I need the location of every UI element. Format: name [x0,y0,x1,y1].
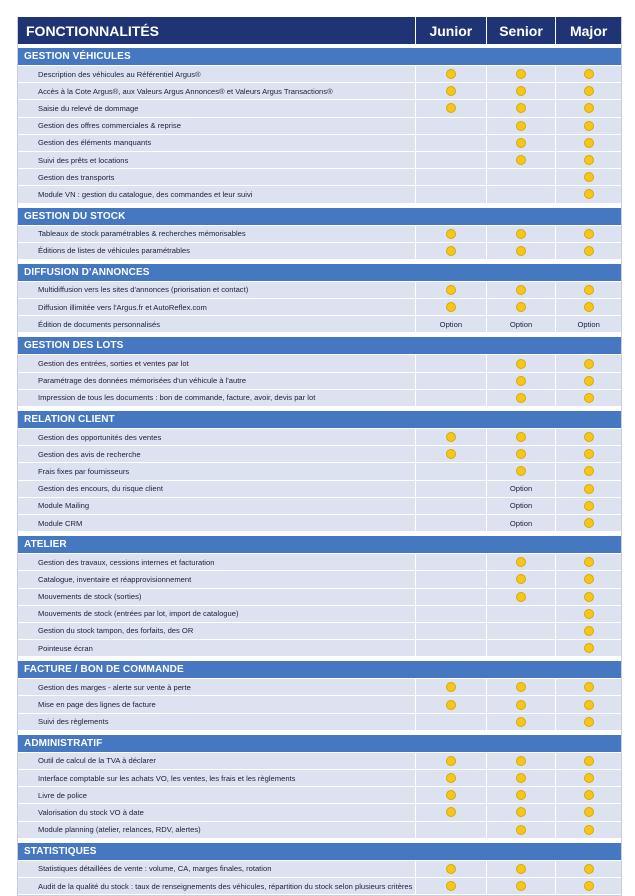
feature-label: Paramétrage des données mémorisées d'un véhicule à l'autre [38,376,247,386]
feature-label: Gestion des opportunités des ventes [38,432,162,442]
included-dot-icon [584,376,594,386]
included-dot-icon [446,756,456,766]
senior-cell [486,679,556,695]
junior-cell [415,135,486,151]
included-dot-icon [446,790,456,800]
major-cell [555,481,621,497]
junior-cell [415,571,486,587]
table-row [18,100,621,117]
major-cell [555,498,621,514]
major-cell [555,100,621,116]
table-row [18,463,621,480]
table-row [18,135,621,152]
section-header: STATISTIQUES [18,843,621,861]
feature-label: Gestion des éléments manquants [38,138,152,148]
senior-cell [486,606,556,622]
major-cell [555,787,621,803]
junior-cell [415,100,486,116]
senior-cell [486,753,556,769]
feature-label: Gestion des encours, du risque client [38,484,163,494]
header-senior: Senior [486,17,556,44]
major-cell [555,589,621,605]
table-row [18,481,621,498]
feature-label: Multidiffusion vers les sites d'annonces (priorisation et contact) [38,285,249,295]
senior-cell [486,714,556,730]
included-dot-icon [584,881,594,891]
junior-cell [415,66,486,82]
included-dot-icon [516,103,526,113]
included-dot-icon [584,86,594,96]
table-row [18,861,621,878]
section-header: ATELIER [18,536,621,554]
senior-cell [486,571,556,587]
major-cell [555,66,621,82]
senior-cell [486,429,556,445]
major-cell [555,623,621,639]
feature-label: Pointeuse écran [38,643,93,653]
junior-cell [415,787,486,803]
included-dot-icon [516,359,526,369]
section-header: DIFFUSION D'ANNONCES [18,264,621,282]
junior-cell [415,589,486,605]
option-label: Option [509,518,533,528]
header-junior: Junior [415,17,486,44]
senior-cell [486,83,556,99]
section-header: GESTION VÉHICULES [18,48,621,66]
junior-cell [415,679,486,695]
junior-cell [415,282,486,298]
section-header: GESTION DU STOCK [18,208,621,226]
included-dot-icon [446,881,456,891]
included-dot-icon [446,700,456,710]
feature-label: Suivi des règlements [38,717,109,727]
junior-cell [415,316,486,332]
junior-cell [415,373,486,389]
included-dot-icon [584,246,594,256]
table-row [18,186,621,203]
included-dot-icon [584,609,594,619]
included-dot-icon [584,449,594,459]
included-dot-icon [584,825,594,835]
major-cell [555,373,621,389]
senior-cell [486,787,556,803]
included-dot-icon [584,682,594,692]
option-label: Option [509,501,533,511]
feature-label: Module CRM [38,518,83,528]
included-dot-icon [584,756,594,766]
included-dot-icon [584,790,594,800]
major-cell [555,152,621,168]
junior-cell [415,355,486,371]
table-row [18,804,621,821]
included-dot-icon [584,864,594,874]
included-dot-icon [516,557,526,567]
junior-cell [415,481,486,497]
feature-label: Statistiques détaillées de vente : volume, CA, marges finales, rotation [38,864,272,874]
feature-label: Suivi des prêts et locations [38,155,129,165]
junior-cell [415,640,486,656]
junior-cell [415,429,486,445]
major-cell [555,316,621,332]
table-row [18,822,621,839]
included-dot-icon [446,69,456,79]
table-row [18,696,621,713]
table-row [18,83,621,100]
included-dot-icon [584,466,594,476]
feature-label: Description des véhicules au Référentiel Argus® [38,69,201,79]
included-dot-icon [584,155,594,165]
major-cell [555,640,621,656]
senior-cell [486,243,556,259]
feature-comparison-table [17,17,622,896]
major-cell [555,243,621,259]
table-row [18,373,621,390]
feature-label: Gestion des entrées, sorties et ventes par lot [38,359,189,369]
table-row [18,66,621,83]
included-dot-icon [516,717,526,727]
junior-cell [415,299,486,315]
major-cell [555,861,621,877]
feature-label: Outil de calcul de la TVA à déclarer [38,756,156,766]
table-row [18,571,621,588]
senior-cell [486,804,556,820]
feature-label: Gestion des transports [38,172,115,182]
senior-cell [486,186,556,202]
senior-cell [486,355,556,371]
included-dot-icon [584,484,594,494]
table-row [18,714,621,731]
header-features: FONCTIONNALITÉS [26,22,159,39]
included-dot-icon [516,229,526,239]
included-dot-icon [446,449,456,459]
table-row [18,589,621,606]
senior-cell [486,696,556,712]
included-dot-icon [584,717,594,727]
major-cell [555,753,621,769]
included-dot-icon [446,246,456,256]
included-dot-icon [516,682,526,692]
included-dot-icon [516,121,526,131]
included-dot-icon [584,393,594,403]
option-label: Option [439,319,463,329]
included-dot-icon [584,432,594,442]
included-dot-icon [516,825,526,835]
senior-cell [486,515,556,531]
major-cell [555,282,621,298]
table-row [18,446,621,463]
included-dot-icon [584,69,594,79]
feature-label: Gestion du stock tampon, des forfaits, des OR [38,626,194,636]
senior-cell [486,861,556,877]
included-dot-icon [446,807,456,817]
senior-cell [486,299,556,315]
table-row [18,152,621,169]
table-row [18,498,621,515]
major-cell [555,804,621,820]
major-cell [555,429,621,445]
senior-cell [486,118,556,134]
included-dot-icon [446,773,456,783]
table-row [18,355,621,372]
feature-label: Module planning (atelier, relances, RDV, alertes) [38,825,201,835]
senior-cell [486,770,556,786]
junior-cell [415,804,486,820]
feature-label: Gestion des offres commerciales & reprise [38,121,181,131]
major-cell [555,696,621,712]
included-dot-icon [584,138,594,148]
junior-cell [415,83,486,99]
table-row [18,316,621,333]
option-label: Option [577,319,600,329]
major-cell [555,83,621,99]
feature-label: Livre de police [38,790,87,800]
table-row [18,515,621,532]
included-dot-icon [516,466,526,476]
option-label: Option [509,319,533,329]
included-dot-icon [584,626,594,636]
included-dot-icon [584,643,594,653]
feature-label: Diffusion illimitée vers l'Argus.fr et AutoReflex.com [38,302,207,312]
major-cell [555,822,621,838]
feature-label: Gestion des avis de recherche [38,449,141,459]
table-row [18,770,621,787]
included-dot-icon [516,246,526,256]
table-row [18,878,621,895]
feature-label: Gestion des travaux, cessions internes et facturation [38,557,215,567]
senior-cell [486,226,556,242]
feature-label: Interface comptable sur les achats VO, les ventes, les frais et les règlements [38,773,296,783]
table-row [18,640,621,657]
included-dot-icon [584,773,594,783]
senior-cell [486,640,556,656]
junior-cell [415,186,486,202]
junior-cell [415,446,486,462]
major-cell [555,515,621,531]
senior-cell [486,100,556,116]
table-row [18,753,621,770]
senior-cell [486,282,556,298]
feature-label: Frais fixes par fournisseurs [38,466,130,476]
junior-cell [415,861,486,877]
included-dot-icon [516,285,526,295]
senior-cell [486,373,556,389]
included-dot-icon [516,393,526,403]
feature-label: Édition de documents personnalisés [38,319,160,329]
included-dot-icon [584,592,594,602]
included-dot-icon [584,557,594,567]
senior-cell [486,498,556,514]
included-dot-icon [516,773,526,783]
junior-cell [415,623,486,639]
senior-cell [486,623,556,639]
table-row [18,554,621,571]
major-cell [555,571,621,587]
included-dot-icon [584,574,594,584]
included-dot-icon [584,172,594,182]
header-major: Major [555,17,621,44]
junior-cell [415,243,486,259]
senior-cell [486,135,556,151]
junior-cell [415,498,486,514]
junior-cell [415,169,486,185]
feature-label: Mouvements de stock (sorties) [38,592,142,602]
table-row [18,169,621,186]
junior-cell [415,696,486,712]
included-dot-icon [584,302,594,312]
included-dot-icon [584,189,594,199]
included-dot-icon [446,103,456,113]
section-header: RELATION CLIENT [18,411,621,429]
major-cell [555,554,621,570]
junior-cell [415,226,486,242]
junior-cell [415,822,486,838]
senior-cell [486,169,556,185]
senior-cell [486,152,556,168]
table-row [18,679,621,696]
junior-cell [415,753,486,769]
included-dot-icon [446,864,456,874]
senior-cell [486,390,556,406]
included-dot-icon [446,682,456,692]
included-dot-icon [584,229,594,239]
included-dot-icon [516,700,526,710]
included-dot-icon [584,359,594,369]
included-dot-icon [516,881,526,891]
included-dot-icon [516,574,526,584]
option-label: Option [509,484,533,494]
feature-label: Valorisation du stock VO à date [38,807,144,817]
major-cell [555,606,621,622]
included-dot-icon [584,285,594,295]
major-cell [555,169,621,185]
senior-cell [486,822,556,838]
feature-label: Saisie du relevé de dommage [38,103,139,113]
included-dot-icon [584,807,594,817]
junior-cell [415,390,486,406]
senior-cell [486,316,556,332]
junior-cell [415,714,486,730]
senior-cell [486,66,556,82]
table-row [18,623,621,640]
included-dot-icon [516,138,526,148]
junior-cell [415,515,486,531]
included-dot-icon [516,376,526,386]
feature-label: Catalogue, inventaire et réapprovisionnement [38,574,192,584]
major-cell [555,299,621,315]
feature-label: Impression de tous les documents : bon de commande, facture, avoir, devis par lot [38,393,316,403]
major-cell [555,118,621,134]
table-row [18,226,621,243]
table-body [18,48,621,895]
included-dot-icon [516,432,526,442]
included-dot-icon [584,501,594,511]
feature-label: Module Mailing [38,501,90,511]
table-header [18,17,621,45]
senior-cell [486,554,556,570]
included-dot-icon [516,69,526,79]
senior-cell [486,463,556,479]
included-dot-icon [516,864,526,874]
table-row [18,243,621,260]
included-dot-icon [584,121,594,131]
junior-cell [415,606,486,622]
feature-label: Éditions de listes de véhicules paramétrables [38,246,190,256]
table-row [18,429,621,446]
table-row [18,787,621,804]
major-cell [555,355,621,371]
included-dot-icon [446,432,456,442]
major-cell [555,446,621,462]
included-dot-icon [446,229,456,239]
major-cell [555,679,621,695]
table-row [18,606,621,623]
included-dot-icon [516,86,526,96]
feature-label: Mise en page des lignes de facture [38,700,156,710]
junior-cell [415,152,486,168]
table-row [18,282,621,299]
included-dot-icon [516,756,526,766]
major-cell [555,463,621,479]
feature-label: Mouvements de stock (entrées par lot, import de catalogue) [38,609,239,619]
major-cell [555,135,621,151]
feature-label: Audit de la qualité du stock : taux de renseignements des véhicules, répartition du stock selon plusieurs critères [38,881,413,891]
included-dot-icon [446,302,456,312]
major-cell [555,770,621,786]
junior-cell [415,554,486,570]
feature-label: Gestion des marges - alerte sur vente à perte [38,682,191,692]
section-header: GESTION DES LOTS [18,337,621,355]
included-dot-icon [446,285,456,295]
senior-cell [486,589,556,605]
junior-cell [415,463,486,479]
major-cell [555,714,621,730]
table-row [18,118,621,135]
table-row [18,299,621,316]
included-dot-icon [516,302,526,312]
major-cell [555,186,621,202]
included-dot-icon [516,592,526,602]
senior-cell [486,481,556,497]
feature-label: Tableaux de stock paramétrables & recherches mémorisables [38,229,246,239]
included-dot-icon [446,86,456,96]
senior-cell [486,446,556,462]
included-dot-icon [516,807,526,817]
included-dot-icon [584,518,594,528]
included-dot-icon [584,700,594,710]
section-header: ADMINISTRATIF [18,735,621,753]
table-row [18,390,621,407]
major-cell [555,390,621,406]
included-dot-icon [516,155,526,165]
included-dot-icon [516,449,526,459]
feature-label: Module VN : gestion du catalogue, des commandes et leur suivi [38,189,253,199]
junior-cell [415,118,486,134]
included-dot-icon [516,790,526,800]
junior-cell [415,770,486,786]
section-header: FACTURE / BON DE COMMANDE [18,661,621,679]
major-cell [555,226,621,242]
feature-label: Accès à la Cote Argus®, aux Valeurs Argus Annonces® et Valeurs Argus Transactions® [38,86,333,96]
included-dot-icon [584,103,594,113]
